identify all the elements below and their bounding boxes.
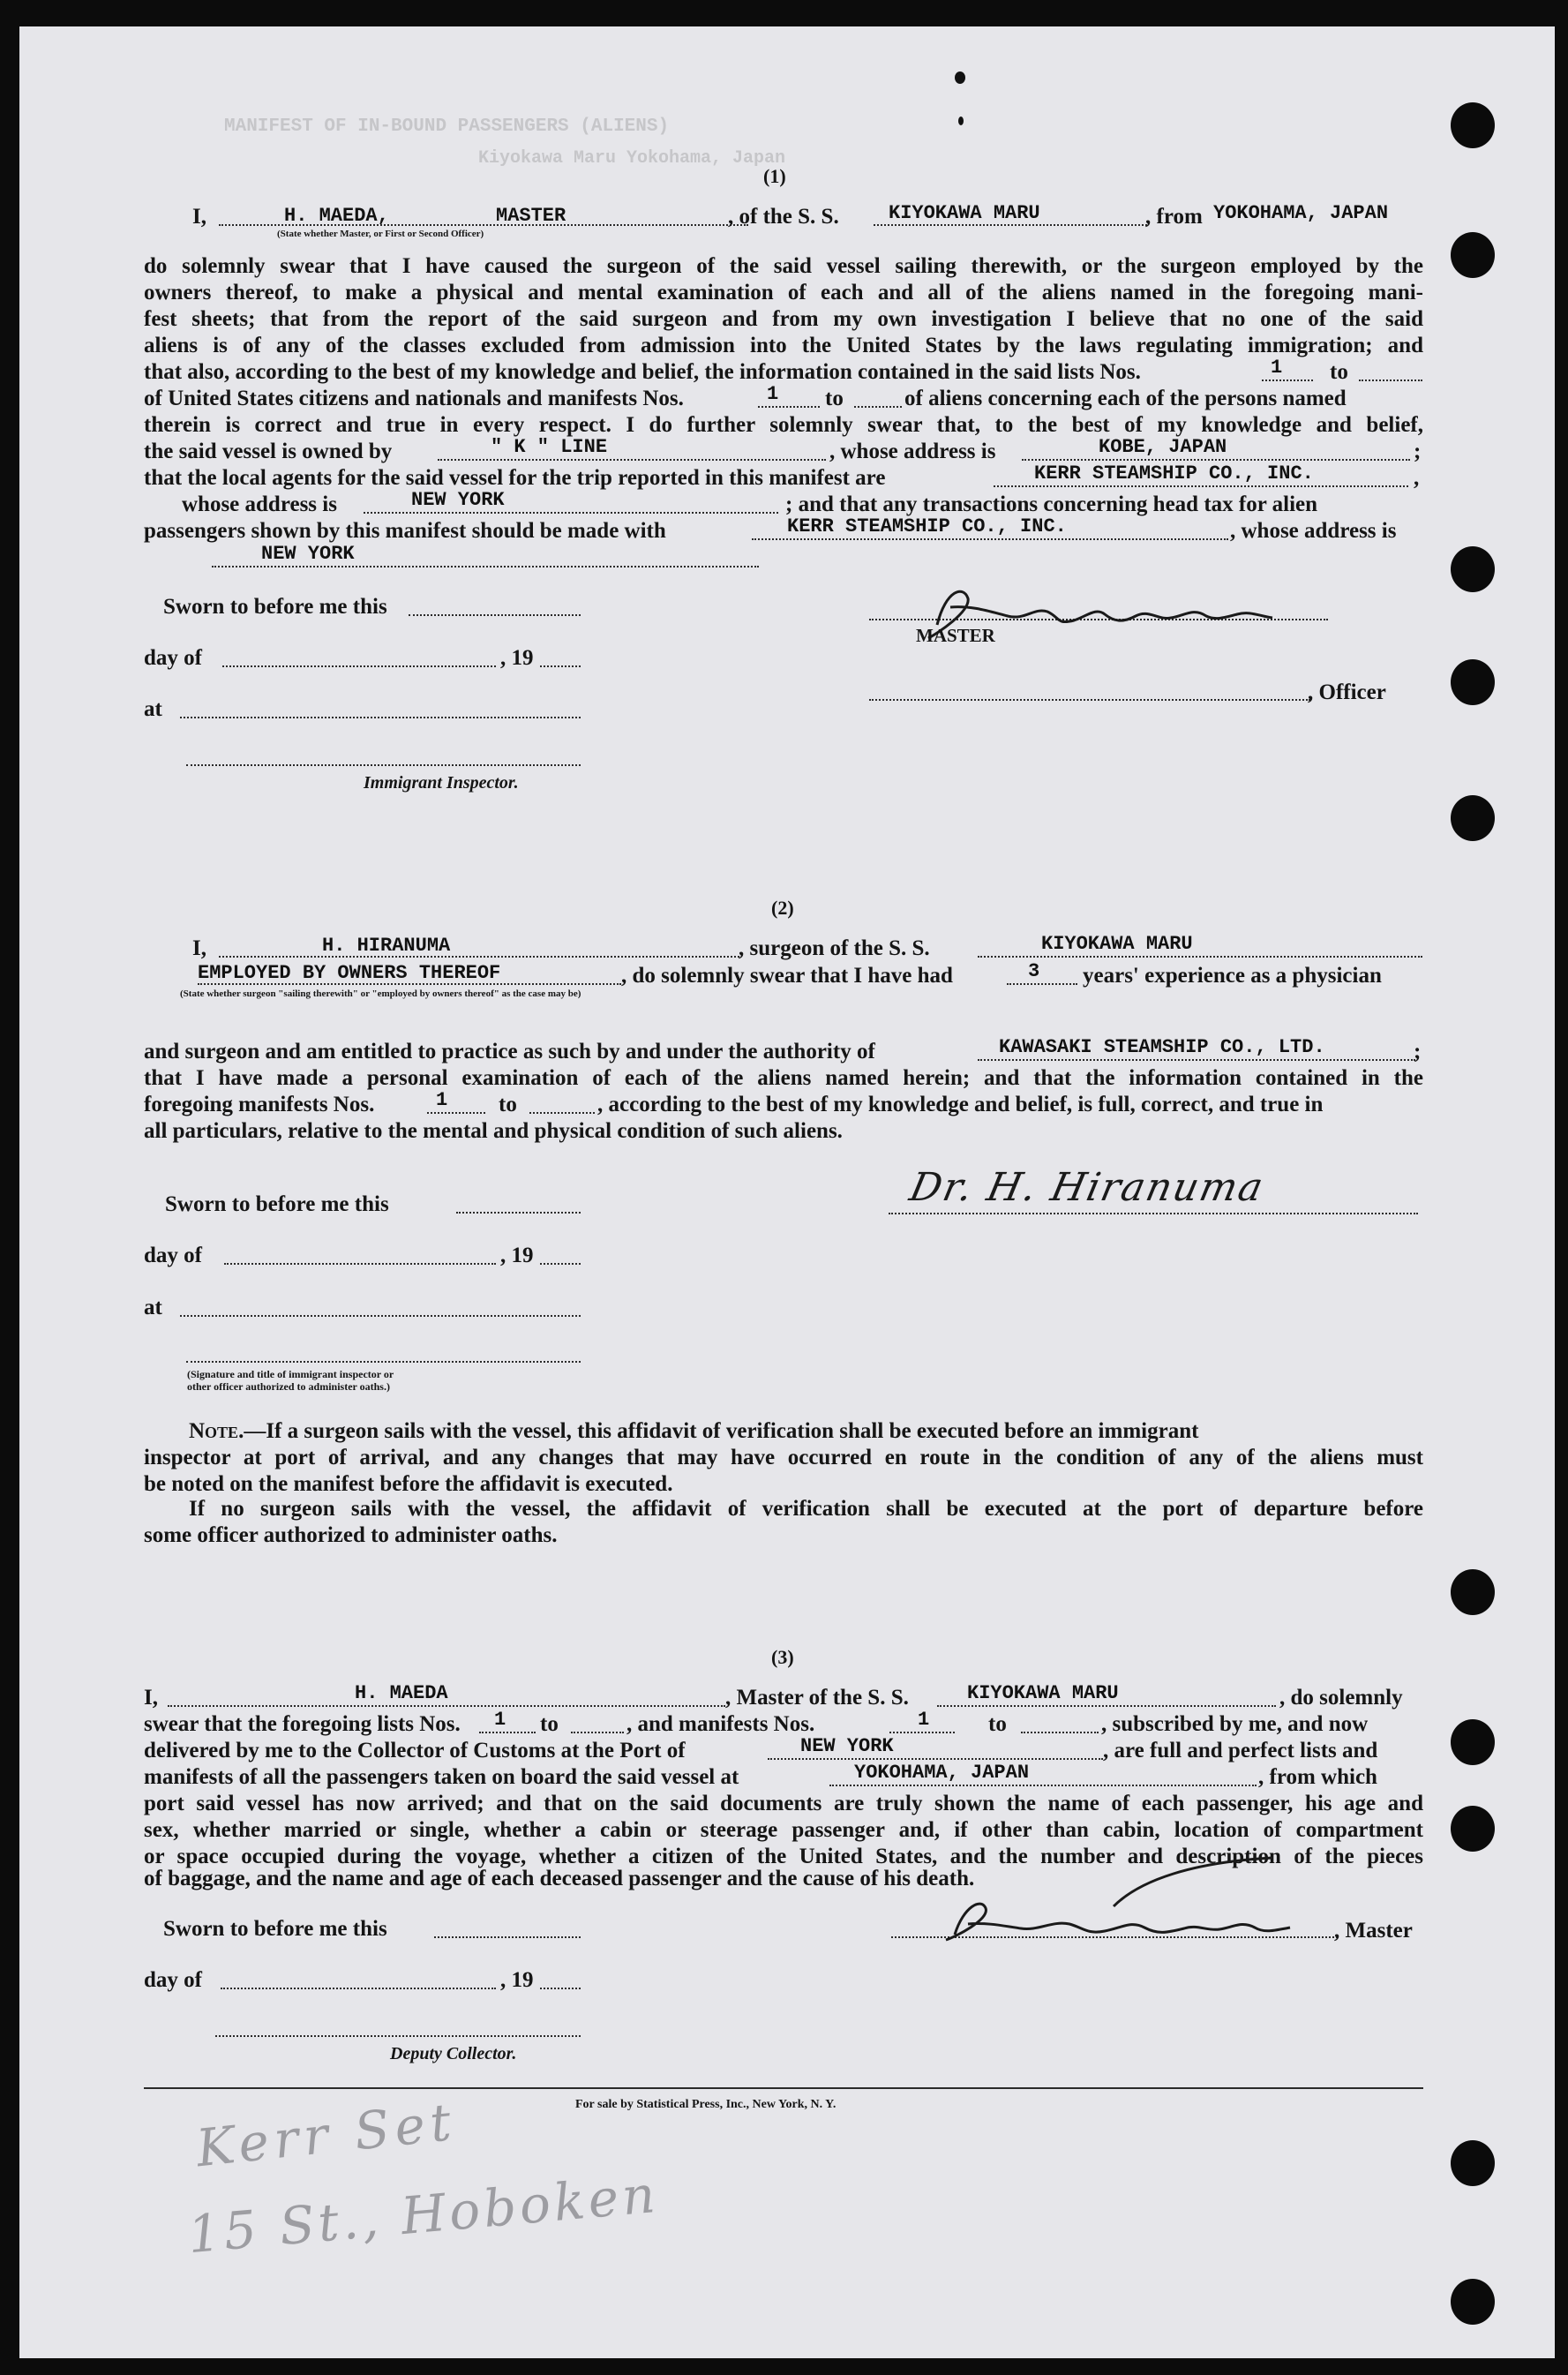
s2-vessel: KIYOKAWA MARU: [1041, 933, 1193, 955]
s1-head-tax-label: ; and that any transactions concerning head tax for alien: [785, 492, 1318, 516]
s3-vessel-line: [937, 1705, 1276, 1707]
s1-agents-label: that the local agents for the said vessel for the trip reported in this manifest are: [144, 466, 886, 490]
s1-master-name: H. MAEDA,: [284, 205, 389, 227]
binder-hole: [1451, 1569, 1495, 1615]
s2-sig-caption-1: (Signature and title of immigrant inspector or: [187, 1368, 394, 1380]
binder-hole: [1451, 546, 1495, 592]
s3-manifests-from-line: [889, 1732, 955, 1733]
s3-master-line: [168, 1705, 725, 1707]
note-p2-l2: some officer authorized to administer oaths.: [144, 1523, 558, 1547]
s2-surgeon-hint: (State whether surgeon "sailing therewith" or "employed by owners thereof" as the case may be): [180, 988, 581, 999]
s1-officer-hint: (State whether Master, or First or Second Officer): [277, 229, 484, 239]
note-line1: [189, 1418, 1198, 1444]
s3-delivered: delivered by me to the Collector of Customs at the Port of: [144, 1739, 686, 1762]
s1-semicolon: ;: [1414, 440, 1422, 463]
s1-passengers-label: passengers shown by this manifest should be made with: [144, 519, 666, 543]
s3-master-name: H. MAEDA: [355, 1682, 448, 1704]
s1-owned-by: the said vessel is owned by: [144, 440, 393, 463]
binder-hole: [1451, 795, 1495, 841]
s1-to1: to: [1330, 360, 1348, 384]
s2-surgeon-name: H. HIRANUMA: [322, 935, 451, 957]
s1-from-port: YOKOHAMA, JAPAN: [1213, 202, 1389, 224]
s3-lists-from: 1: [494, 1709, 506, 1731]
note-p2-l1: If no surgeon sails with the vessel, the affidavit of verification shall be executed at the port of departure before: [189, 1497, 1423, 1521]
s1-owner-address-line: [1022, 459, 1410, 461]
s2-sworn: Sworn to before me this: [165, 1192, 389, 1216]
s1-officer-label: , Officer: [1308, 680, 1386, 704]
s1-of-ss: , of the S. S.: [728, 205, 839, 229]
s2-manifest-from-line: [427, 1112, 485, 1114]
s3-swear-lists: swear that the foregoing lists Nos.: [144, 1712, 461, 1736]
s3-line5: port said vessel has now arrived; and that on the said documents are truly shown the name of each passenger, his age and: [144, 1792, 1423, 1815]
s1-day-line: [222, 665, 496, 667]
s2-semicolon: ;: [1414, 1040, 1422, 1063]
s2-authority-line: [978, 1059, 1415, 1061]
pencil-note-line1: Kerr Set: [193, 2091, 460, 2179]
binder-hole: [1451, 102, 1495, 148]
s1-manifests-to-line: [854, 406, 902, 408]
s3-manifests-all: manifests of all the passengers taken on board the said vessel at: [144, 1765, 739, 1789]
s3-vessel: KIYOKAWA MARU: [967, 1682, 1119, 1704]
s3-board-port: YOKOHAMA, JAPAN: [854, 1762, 1030, 1784]
s1-master-title: MASTER: [496, 205, 566, 227]
s2-i: I,: [192, 936, 206, 960]
s2-swear-text: , do solemnly swear that I have had: [621, 964, 953, 988]
s3-day-of: day of: [144, 1968, 202, 1992]
s1-line1: do solemnly swear that I have caused the surgeon of the said vessel sailing therewith, or the surgeon employed by the: [144, 254, 1423, 278]
s1-owner: " K " LINE: [491, 436, 608, 458]
s1-lists-from-line: [1262, 380, 1313, 381]
s1-agents-line: [994, 485, 1408, 487]
s3-to2: to: [988, 1712, 1007, 1736]
s1-line2: owners thereof, to make a physical and mental examination of each and all of the aliens named in the foregoing mani-: [144, 281, 1423, 304]
s1-i: I,: [192, 205, 206, 229]
s3-day-line: [221, 1988, 496, 1989]
footer-rule: [144, 2087, 1423, 2089]
s2-line4a: foregoing manifests Nos.: [144, 1093, 375, 1116]
s1-sworn: Sworn to before me this: [163, 595, 387, 619]
s1-line3: fest sheets; that from the report of the said surgeon and from my own investigation I believe that no one of the said: [144, 307, 1423, 331]
s3-sworn-line: [434, 1936, 581, 1938]
s1-to2: to: [825, 387, 844, 410]
binder-hole: [1451, 659, 1495, 705]
manifest-page: [19, 26, 1555, 2358]
s1-line6a: of United States citizens and nationals and manifests Nos.: [144, 387, 684, 410]
s3-sworn: Sworn to before me this: [163, 1917, 387, 1941]
s3-master-signature: [902, 1853, 1396, 1942]
section-1-number: (1): [763, 165, 786, 187]
section-3-number: (3): [771, 1646, 794, 1668]
note-p1-l3: be noted on the manifest before the affidavit is executed.: [144, 1472, 673, 1496]
s3-deputy-line: [215, 2035, 581, 2037]
s1-day-of: day of: [144, 646, 202, 670]
ink-spot: [958, 116, 964, 125]
binder-hole: [1451, 1719, 1495, 1765]
s2-sig-caption-2: other officer authorized to administer oaths.): [187, 1380, 390, 1393]
s3-line7: or space occupied during the voyage, whether a citizen of the United States, and the number and description of the pieces: [144, 1845, 1423, 1868]
s3-i: I,: [144, 1686, 158, 1710]
s1-whose-address: , whose address is: [1230, 519, 1397, 543]
s2-years: 3: [1028, 960, 1040, 982]
s1-vessel: KIYOKAWA MARU: [889, 202, 1040, 224]
s2-years-text: years' experience as a physician: [1083, 964, 1382, 988]
s1-sworn-line: [409, 614, 581, 616]
s3-board-port-line: [829, 1785, 1257, 1786]
s1-line7: therein is correct and true in every respect. I do further solemnly swear that, to the best of my knowledge and belief,: [144, 413, 1423, 437]
s1-inspector-caption: Immigrant Inspector.: [364, 773, 519, 793]
binder-hole: [1451, 1806, 1495, 1852]
s3-manifests-from: 1: [918, 1709, 930, 1731]
note-p1-l1: —If a surgeon sails with the vessel, this affidavit of verification shall be executed before an immigrant: [244, 1419, 1199, 1443]
s1-from-label: , from: [1145, 205, 1203, 229]
s3-line6: sex, whether married or single, whether a cabin or steerage passenger and, if other than cabin, location of compartment: [144, 1818, 1423, 1842]
s3-port-line: [768, 1758, 1103, 1760]
s1-officer-line: [869, 699, 1310, 701]
s3-year-line: [540, 1988, 581, 1989]
s1-head-tax-address-line: [212, 566, 759, 567]
s3-solemnly: , do solemnly: [1279, 1686, 1403, 1710]
section-2-number: (2): [771, 897, 794, 919]
binder-hole: [1451, 2279, 1495, 2325]
note-label: Note.: [189, 1419, 244, 1443]
s2-year-line: [540, 1263, 581, 1265]
s2-manifest-from: 1: [436, 1089, 448, 1111]
s3-lists-from-line: [479, 1732, 536, 1733]
s1-at: at: [144, 697, 162, 721]
s2-line5: all particulars, relative to the mental and physical condition of such aliens.: [144, 1119, 843, 1143]
s3-deputy-caption: Deputy Collector.: [390, 2044, 517, 2063]
s2-day-line: [224, 1263, 496, 1265]
s1-owner-address: KOBE, JAPAN: [1099, 436, 1227, 458]
s1-agents-address-line: [364, 512, 778, 514]
s2-line3: that I have made a personal examination of each of the aliens named herein; and that the information contained in the: [144, 1066, 1423, 1090]
s2-signature-line: [889, 1213, 1418, 1214]
ghost-header-line2: Kiyokawa Maru Yokohama, Japan: [478, 148, 786, 169]
s1-year: , 19: [500, 646, 534, 670]
s2-years-line: [1007, 983, 1077, 985]
ink-spot: [955, 71, 965, 84]
s1-year-line: [540, 665, 581, 667]
s2-at-line: [180, 1315, 581, 1317]
s1-agents: KERR STEAMSHIP CO., INC.: [1034, 462, 1314, 485]
binder-hole: [1451, 2140, 1495, 2186]
s3-manifests-to-line: [1021, 1732, 1099, 1733]
s1-owner-line: [438, 459, 826, 461]
ghost-header-line1: MANIFEST OF IN-BOUND PASSENGERS (ALIENS): [224, 116, 670, 137]
s1-sig-title: MASTER: [916, 625, 995, 646]
s1-vessel-line: [874, 224, 1147, 226]
s2-at: at: [144, 1296, 162, 1319]
s3-master-of: , Master of the S. S.: [725, 1686, 909, 1710]
s1-agents-address: NEW YORK: [411, 489, 505, 511]
s2-line4b: , according to the best of my knowledge and belief, is full, correct, and true in: [597, 1093, 1324, 1116]
s3-subscribed: , subscribed by me, and now: [1101, 1712, 1369, 1736]
s3-master-label: , Master: [1334, 1919, 1413, 1943]
s1-manifests-from: 1: [767, 383, 779, 405]
s2-authority-text: and surgeon and am entitled to practice as such by and under the authority of: [144, 1040, 875, 1063]
s3-to1: to: [540, 1712, 559, 1736]
s2-employed: EMPLOYED BY OWNERS THEREOF: [198, 962, 501, 984]
s2-day-of: day of: [144, 1244, 202, 1267]
s2-manifest-to-line: [529, 1112, 595, 1114]
s2-year: , 19: [500, 1244, 534, 1267]
s3-and-manifests: , and manifests Nos.: [626, 1712, 815, 1736]
s1-head-tax-agent-line: [752, 538, 1228, 540]
s2-authority: KAWASAKI STEAMSHIP CO., LTD.: [999, 1036, 1325, 1058]
s1-lists-to-line: [1359, 380, 1422, 381]
s3-full-lists: , are full and perfect lists and: [1103, 1739, 1378, 1762]
s3-line8: of baggage, and the name and age of each deceased passenger and the cause of his death.: [144, 1867, 975, 1890]
s3-port: NEW YORK: [800, 1735, 894, 1757]
s1-head-tax-address: NEW YORK: [261, 543, 355, 565]
s2-surgeon-line: [219, 956, 739, 958]
s1-agents-address-label: whose address is: [182, 492, 337, 516]
s1-manifests-from-line: [758, 406, 820, 408]
s1-owner-address-label: , whose address is: [829, 440, 996, 463]
s1-line5a: that also, according to the best of my knowledge and belief, the information contained in the said lists Nos.: [144, 360, 1141, 384]
s1-inspector-line: [186, 764, 581, 766]
footer-publisher: For sale by Statistical Press, Inc., New York, N. Y.: [575, 2098, 837, 2111]
s3-from-which: , from which: [1258, 1765, 1377, 1789]
s1-line6b: of aliens concerning each of the persons named: [904, 387, 1347, 410]
s1-at-line: [180, 717, 581, 718]
s2-signature: Dr. H. Hiranuma: [905, 1165, 1269, 1210]
s1-comma: ,: [1414, 466, 1420, 490]
note-p1-l2: inspector at port of arrival, and any changes that may have occurred en route in the condition of any of the aliens must: [144, 1446, 1423, 1469]
s2-sworn-line: [456, 1212, 581, 1214]
s2-to: to: [499, 1093, 517, 1116]
pencil-note-line2: 15 St., Hoboken: [185, 2163, 661, 2266]
binder-hole: [1451, 232, 1495, 278]
s2-surgeon-of: , surgeon of the S. S.: [739, 936, 930, 960]
s1-head-tax-agent: KERR STEAMSHIP CO., INC.: [787, 515, 1067, 537]
s2-vessel-line: [978, 956, 1422, 958]
s2-inspector-line: [186, 1361, 581, 1363]
s1-line4: aliens is of any of the classes excluded from admission into the United States by the laws regulating immigration; and: [144, 334, 1423, 357]
s3-lists-to-line: [571, 1732, 624, 1733]
s3-year: , 19: [500, 1968, 534, 1992]
s1-lists-from: 1: [1271, 357, 1283, 379]
